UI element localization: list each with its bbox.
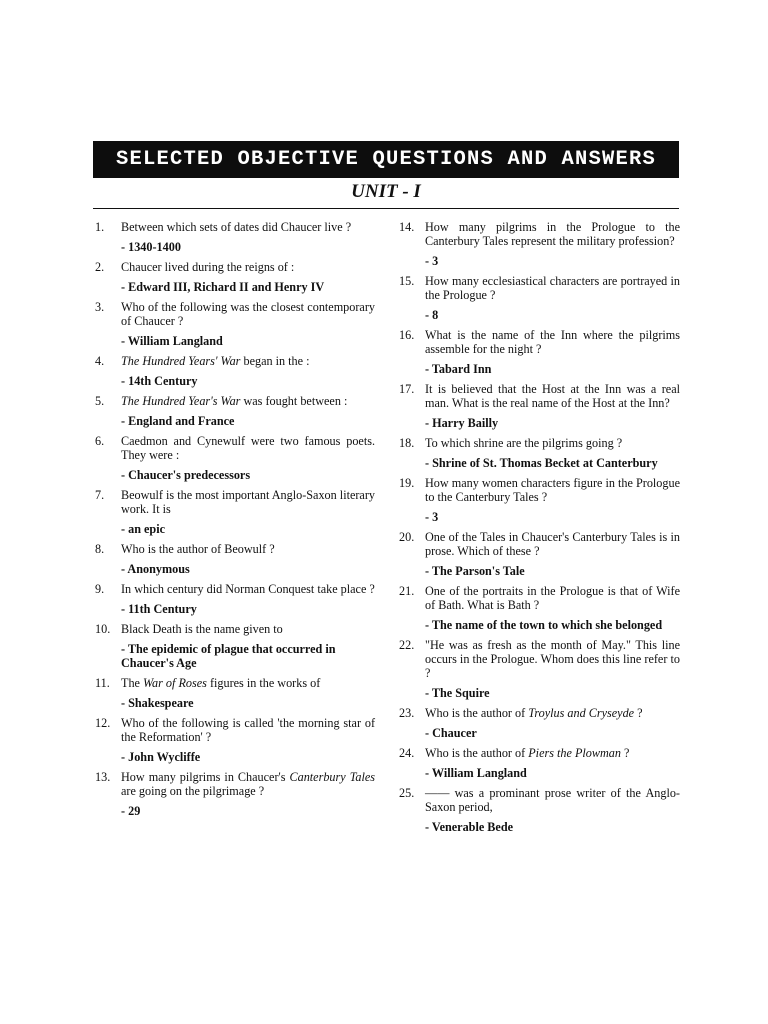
question-number: 12. [95,716,111,730]
question-text: How many ecclesiastical characters are portrayed in the Prologue ? [425,274,680,302]
question-text [121,770,375,798]
question-text: What is the name of the Inn where the pilgrims assemble for the night ? [425,328,680,356]
question-number: 3. [95,300,105,314]
right-column [399,220,680,840]
question-title-italic: Troylus and Cryseyde [528,706,635,720]
answer-text: - 29 [121,804,141,818]
question-number: 16. [399,328,415,342]
question-number: 24. [399,746,415,760]
answer-text: - 8 [425,308,439,322]
question-text: Caedmon and Cynewulf were two famous poets. They were : [121,434,375,462]
question-number: 6. [95,434,105,448]
left-column [95,220,375,824]
question-text: How many women characters figure in the Prologue to the Canterbury Tales ? [425,476,680,504]
answer-text: - The name of the town to which she belonged [425,618,663,632]
answer-text: - Venerable Bede [425,820,514,834]
question-text [121,676,375,690]
question-text: Chaucer lived during the reigns of : [121,260,295,274]
question-number: 13. [95,770,111,784]
answer-text: - The epidemic of plague that occurred in Chaucer's Age [121,642,336,670]
question-item [399,584,680,632]
question-item [95,394,375,428]
question-number: 4. [95,354,105,368]
question-item [399,706,680,740]
question-text [121,354,375,368]
question-item [399,382,680,430]
question-title-italic: The Hundred Year's War [121,394,241,408]
question-text-part: The [121,676,143,690]
answer-text: - Shakespeare [121,696,194,710]
question-number: 11. [95,676,110,690]
answer-text: - The Parson's Tale [425,564,525,578]
question-text: Black Death is the name given to [121,622,283,636]
question-text: It is believed that the Host at the Inn was a real man. What is the real name of the Host at the Inn? [425,382,680,410]
question-item [399,476,680,524]
answer-text: - Harry Bailly [425,416,499,430]
question-text: To which shrine are the pilgrims going ? [425,436,623,450]
question-text-part: began in the : [240,354,310,368]
question-item [399,220,680,268]
answer-text: - England and France [121,414,235,428]
question-text: Who of the following was the closest contemporary of Chaucer ? [121,300,375,328]
unit-heading: UNIT - I [351,181,421,202]
question-title-italic: Piers the Plowman [528,746,621,760]
question-item [95,354,375,388]
question-item [399,274,680,322]
question-number: 20. [399,530,415,544]
question-item [95,220,375,254]
question-text: Between which sets of dates did Chaucer live ? [121,220,352,234]
question-text-part: was fought between : [240,394,348,408]
question-text [425,706,680,720]
answer-text: - The Squire [425,686,490,700]
answer-text: - 11th Century [121,602,197,616]
question-item [95,542,375,576]
answer-text: - 3 [425,254,439,268]
question-number: 5. [95,394,105,408]
section-banner: SELECTED OBJECTIVE QUESTIONS AND ANSWERS [93,141,679,178]
question-text-part: figures in the works of [206,676,321,690]
question-text: —— was a prominant prose writer of the Anglo-Saxon period, [425,786,680,814]
question-item [95,676,375,710]
question-item [399,746,680,780]
question-number: 14. [399,220,415,234]
answer-text: - 3 [425,510,439,524]
answer-text: - John Wycliffe [121,750,201,764]
question-title-italic: War of Roses [143,676,207,690]
question-text-part: are going on the pilgrimage ? [121,784,265,798]
question-text-part: ? [621,746,630,760]
answer-text: - Anonymous [121,562,190,576]
question-number: 9. [95,582,105,596]
question-text: Beowulf is the most important Anglo-Saxon literary work. It is [121,488,375,516]
question-number: 15. [399,274,415,288]
answer-text: - Shrine of St. Thomas Becket at Canterbury [425,456,658,470]
question-text [121,394,375,408]
question-number: 10. [95,622,111,636]
question-text: In which century did Norman Conquest take place ? [121,582,375,596]
answer-text: - Chaucer [425,726,477,740]
answer-text: - William Langland [121,334,223,348]
question-number: 2. [95,260,105,274]
question-item [399,638,680,700]
question-item [95,300,375,348]
question-text-part: Who is the author of [425,746,529,760]
question-number: 22. [399,638,415,652]
question-text-part: Who is the author of [425,706,529,720]
question-number: 1. [95,220,105,234]
answer-text: - Edward III, Richard II and Henry IV [121,280,325,294]
question-text: How many pilgrims in the Prologue to the Canterbury Tales represent the military profession? [425,220,680,248]
question-item [399,436,680,470]
question-item [95,716,375,764]
answer-text: - William Langland [425,766,527,780]
answer-text: - 1340-1400 [121,240,181,254]
question-number: 18. [399,436,415,450]
answer-text: - an epic [121,522,166,536]
question-item [95,622,375,670]
question-text-part: How many pilgrims in Chaucer's [121,770,290,784]
question-item [95,582,375,616]
answer-text: - Chaucer's predecessors [121,468,251,482]
question-item [95,260,375,294]
question-text: Who of the following is called 'the morning star of the Reformation' ? [121,716,375,744]
heading-rule [93,208,679,209]
question-number: 21. [399,584,415,598]
question-text: One of the portraits in the Prologue is that of Wife of Bath. What is Bath ? [425,584,680,612]
question-number: 25. [399,786,415,800]
question-number: 23. [399,706,415,720]
question-item [399,328,680,376]
question-item [399,786,680,834]
answer-text: - 14th Century [121,374,198,388]
question-text-part: ? [634,706,643,720]
question-item [95,488,375,536]
question-text: Who is the author of Beowulf ? [121,542,275,556]
question-number: 19. [399,476,415,490]
question-text [425,746,680,760]
question-title-italic: Canterbury Tales [289,770,375,784]
question-number: 8. [95,542,105,556]
question-item [95,770,375,818]
question-item [399,530,680,578]
question-number: 17. [399,382,415,396]
question-title-italic: The Hundred Years' War [121,354,241,368]
question-text: One of the Tales in Chaucer's Canterbury Tales is in prose. Which of these ? [425,530,680,558]
question-item [95,434,375,482]
question-number: 7. [95,488,105,502]
answer-text: - Tabard Inn [425,362,492,376]
question-text: "He was as fresh as the month of May." This line occurs in the Prologue. Whom does this line refer to ? [425,638,680,680]
